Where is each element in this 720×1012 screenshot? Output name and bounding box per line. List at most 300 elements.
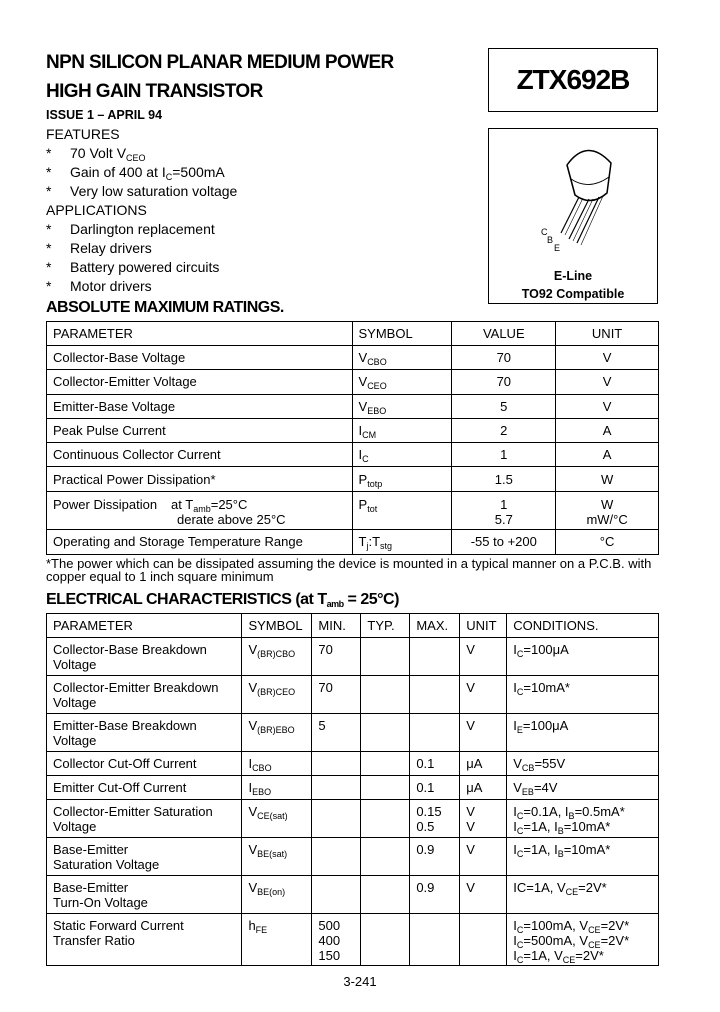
param-line: Base-Emitter bbox=[53, 880, 129, 895]
min-value: 400 bbox=[318, 933, 341, 948]
cond-sub: C bbox=[516, 811, 524, 821]
elec-unit-cell bbox=[460, 838, 507, 876]
cond-post: =2V* bbox=[575, 948, 604, 963]
cond-post: =10mA* bbox=[563, 842, 611, 857]
bullet-star: * bbox=[46, 278, 52, 294]
cond-pre: I bbox=[513, 642, 517, 657]
param-line: Transfer Ratio bbox=[53, 933, 135, 948]
cond-sub: EB bbox=[521, 787, 534, 797]
abs-unit-cell: V bbox=[556, 346, 659, 370]
elec-min-cell bbox=[312, 714, 361, 752]
symbol-sub: BE(sat) bbox=[257, 849, 288, 859]
elec-min-cell bbox=[312, 776, 361, 800]
cond-mid: =0.1A, I bbox=[523, 804, 569, 819]
features-label: FEATURES bbox=[46, 126, 120, 142]
symbol-text: I bbox=[248, 756, 253, 771]
bullet-star: * bbox=[46, 183, 52, 199]
cond-sub: C bbox=[516, 955, 524, 965]
condition-line bbox=[513, 918, 652, 933]
abs-value-cell: 5 bbox=[452, 394, 556, 418]
abs-header-cell: VALUE bbox=[452, 322, 556, 346]
elec-heading-pre: ELECTRICAL CHARACTERISTICS (at T bbox=[46, 591, 327, 608]
part-number-box bbox=[488, 48, 658, 112]
abs-symbol-cell bbox=[352, 346, 452, 370]
elec-cond-cell bbox=[507, 638, 659, 676]
unit-value: V bbox=[466, 718, 475, 733]
min-value: 70 bbox=[318, 642, 333, 657]
elec-typ-cell bbox=[361, 676, 410, 714]
abs-symbol-cell bbox=[352, 529, 452, 554]
elec-sym-cell bbox=[242, 752, 312, 776]
cond-sub: E bbox=[516, 725, 523, 735]
elec-cond-cell bbox=[507, 800, 659, 838]
abs-unit-cell: W bbox=[556, 467, 659, 491]
pin-label-c: C bbox=[541, 227, 548, 237]
condition-line bbox=[513, 933, 652, 948]
param-line: Emitter Cut-Off Current bbox=[53, 780, 187, 795]
cond-sub: C bbox=[516, 925, 524, 935]
param-line: Voltage bbox=[53, 695, 97, 710]
condition-line bbox=[513, 642, 652, 657]
abs-param-cell: Collector-Emitter Voltage bbox=[47, 370, 353, 394]
cond-post: =2V* bbox=[600, 933, 630, 948]
elec-sym-cell bbox=[242, 638, 312, 676]
elec-param-cell bbox=[47, 876, 242, 914]
abs-param-cell: Emitter-Base Voltage bbox=[47, 394, 353, 418]
symbol-sub: CBO bbox=[367, 357, 387, 368]
symbol-sub: BE(on) bbox=[257, 887, 286, 897]
cond-post: =10mA* bbox=[563, 819, 611, 834]
min-value: 150 bbox=[318, 948, 341, 963]
param-line: Base-Emitter bbox=[53, 842, 129, 857]
symbol-sub: tot bbox=[367, 503, 378, 514]
elec-cond-cell bbox=[507, 838, 659, 876]
abs-symbol-cell bbox=[352, 443, 452, 467]
elec-row bbox=[47, 914, 659, 966]
abs-max-table bbox=[46, 321, 659, 555]
symbol-sub: FE bbox=[255, 925, 268, 935]
elec-header-cell: PARAMETER bbox=[47, 614, 242, 638]
package-caption-line-2: TO92 Compatible bbox=[521, 287, 625, 301]
param-line: Voltage bbox=[53, 819, 97, 834]
elec-max-cell bbox=[410, 838, 460, 876]
cond-sub: CB bbox=[521, 763, 535, 773]
bullet-star: * bbox=[46, 240, 52, 256]
part-number: ZTX692B bbox=[516, 64, 630, 95]
cond-mid: =100mA, V bbox=[523, 918, 589, 933]
feature-text: Gain of 400 at I bbox=[70, 164, 166, 180]
elec-cond-cell bbox=[507, 676, 659, 714]
cond-pre: I bbox=[513, 680, 517, 695]
elec-unit-cell bbox=[460, 752, 507, 776]
elec-min-cell bbox=[312, 638, 361, 676]
elec-cond-cell bbox=[507, 914, 659, 966]
pin-label-b: B bbox=[547, 235, 554, 245]
elec-param-cell bbox=[47, 800, 242, 838]
condition-line bbox=[513, 819, 652, 834]
elec-sym-cell bbox=[242, 676, 312, 714]
symbol-text: V bbox=[248, 880, 258, 895]
abs-header-cell: UNIT bbox=[556, 322, 659, 346]
cond-pre: IC=1A, V bbox=[513, 880, 566, 895]
cond-mid: =500mA, V bbox=[523, 933, 589, 948]
cond-sub2: B bbox=[557, 826, 564, 836]
condition-line bbox=[513, 842, 652, 857]
cond-pre: I bbox=[513, 819, 517, 834]
abs-value-cell: 70 bbox=[452, 346, 556, 370]
application-text: Battery powered circuits bbox=[70, 259, 220, 275]
feature-item bbox=[46, 183, 237, 199]
elec-typ-cell bbox=[361, 838, 410, 876]
pin-label-e: E bbox=[554, 243, 561, 253]
symbol-text: V bbox=[248, 804, 258, 819]
elec-typ-cell bbox=[361, 638, 410, 676]
symbol-text: V bbox=[358, 374, 368, 390]
cond-sub: CE bbox=[565, 887, 579, 897]
unit-value: V bbox=[466, 642, 475, 657]
cond-pre: V bbox=[513, 756, 522, 771]
condition-line bbox=[513, 880, 652, 895]
abs-param-cell: Collector-Base Voltage bbox=[47, 346, 353, 370]
temp-sym-1: T bbox=[358, 534, 367, 550]
elec-max-cell bbox=[410, 800, 460, 838]
elec-max-cell bbox=[410, 876, 460, 914]
condition-line bbox=[513, 804, 652, 819]
elec-unit-cell bbox=[460, 638, 507, 676]
elec-param-cell bbox=[47, 676, 242, 714]
elec-cond-cell bbox=[507, 752, 659, 776]
symbol-sub: CBO bbox=[252, 763, 272, 773]
power-value-1: 1 bbox=[500, 496, 508, 512]
temp-sub-1: j bbox=[366, 541, 369, 552]
symbol-text: I bbox=[358, 447, 363, 463]
elec-max-cell bbox=[410, 752, 460, 776]
abs-param-cell: Peak Pulse Current bbox=[47, 418, 353, 442]
cond-pre: V bbox=[513, 780, 522, 795]
symbol-sub: EBO bbox=[252, 787, 272, 797]
elec-sym-cell bbox=[242, 776, 312, 800]
abs-param-cell bbox=[47, 491, 353, 529]
elec-max-cell bbox=[410, 776, 460, 800]
abs-header-cell: PARAMETER bbox=[47, 322, 353, 346]
symbol-sub: (BR)CEO bbox=[257, 687, 296, 697]
symbol-text: h bbox=[248, 918, 256, 933]
elec-heading-post: = 25°C) bbox=[343, 591, 399, 608]
symbol-sub: EBO bbox=[367, 405, 387, 416]
elec-param-cell bbox=[47, 914, 242, 966]
cond-sub: C bbox=[516, 940, 524, 950]
elec-sym-cell bbox=[242, 800, 312, 838]
symbol-text: V bbox=[358, 350, 368, 366]
unit-value: V bbox=[466, 680, 475, 695]
min-value: 5 bbox=[318, 718, 326, 733]
cond-mid: =55V bbox=[534, 756, 566, 771]
cond-pre: I bbox=[513, 842, 517, 857]
elec-sym-cell bbox=[242, 714, 312, 752]
cond-sub: C bbox=[516, 849, 524, 859]
min-value: 500 bbox=[318, 918, 341, 933]
application-text: Darlington replacement bbox=[70, 221, 215, 237]
abs-row bbox=[47, 467, 659, 491]
elec-min-cell bbox=[312, 914, 361, 966]
elec-unit-cell bbox=[460, 876, 507, 914]
symbol-text: V bbox=[248, 842, 258, 857]
symbol-sub: (BR)EBO bbox=[257, 725, 295, 735]
param-line: Collector-Emitter Breakdown bbox=[53, 680, 219, 695]
unit-value: V bbox=[466, 842, 475, 857]
elec-typ-cell bbox=[361, 800, 410, 838]
elec-unit-cell bbox=[460, 676, 507, 714]
elec-cond-cell bbox=[507, 714, 659, 752]
param-line: Turn-On Voltage bbox=[53, 895, 148, 910]
abs-row bbox=[47, 370, 659, 394]
elec-typ-cell bbox=[361, 776, 410, 800]
elec-row bbox=[47, 776, 659, 800]
param-line: Voltage bbox=[53, 733, 97, 748]
symbol-sub: CEO bbox=[367, 381, 387, 392]
param-line: Static Forward Current bbox=[53, 918, 184, 933]
abs-unit-cell bbox=[556, 491, 659, 529]
elec-row bbox=[47, 676, 659, 714]
abs-unit-cell: V bbox=[556, 370, 659, 394]
issue-line: ISSUE 1 – APRIL 94 bbox=[46, 108, 163, 122]
elec-header-cell: MIN. bbox=[312, 614, 361, 638]
temp-sub-2: stg bbox=[380, 541, 393, 552]
cond-mid: =1A, I bbox=[523, 819, 558, 834]
abs-value-cell bbox=[452, 491, 556, 529]
elec-header-cell: MAX. bbox=[410, 614, 460, 638]
symbol-text: V bbox=[358, 398, 368, 414]
param-line: Collector-Emitter Saturation bbox=[53, 804, 213, 819]
cond-pre: I bbox=[513, 804, 517, 819]
abs-max-footnote: *The power which can be dissipated assuming the device is mounted in a typical manner on a P.C.B. with copper equal to 1 inch square minimum bbox=[46, 556, 652, 584]
cond-sub2: CE bbox=[588, 940, 601, 950]
cond-sub: C bbox=[516, 649, 524, 659]
title-line-2: HIGH GAIN TRANSISTOR bbox=[46, 81, 263, 102]
power-unit-1: W bbox=[600, 496, 614, 512]
cond-mid: =1A, I bbox=[523, 842, 558, 857]
application-item bbox=[46, 259, 219, 275]
condition-line bbox=[513, 780, 652, 795]
package-box bbox=[488, 128, 658, 304]
cond-mid: =4V bbox=[533, 780, 558, 795]
package-caption-line-1: E-Line bbox=[553, 269, 593, 283]
elec-param-cell bbox=[47, 714, 242, 752]
bullet-star: * bbox=[46, 145, 52, 161]
application-item bbox=[46, 221, 215, 237]
abs-unit-cell: °C bbox=[556, 529, 659, 554]
abs-param-cell: Operating and Storage Temperature Range bbox=[47, 529, 353, 554]
abs-symbol-cell bbox=[352, 370, 452, 394]
min-value: 70 bbox=[318, 680, 333, 695]
cond-sub2: B bbox=[568, 811, 575, 821]
abs-unit-cell: A bbox=[556, 418, 659, 442]
abs-unit-cell: A bbox=[556, 443, 659, 467]
max-value: 0.1 bbox=[416, 756, 435, 771]
elec-typ-cell bbox=[361, 876, 410, 914]
abs-value-cell: 1 bbox=[452, 443, 556, 467]
cond-mid: =100μA bbox=[522, 718, 569, 733]
feature-item bbox=[46, 164, 225, 180]
condition-line bbox=[513, 948, 652, 963]
power-unit-2: mW/°C bbox=[586, 511, 628, 527]
power-value-2: 5.7 bbox=[494, 511, 513, 527]
feature-sub: C bbox=[165, 172, 173, 182]
symbol-text: V bbox=[248, 642, 258, 657]
abs-header-row bbox=[47, 322, 659, 346]
elec-heading bbox=[46, 591, 399, 609]
abs-row bbox=[47, 443, 659, 467]
unit-value: V bbox=[466, 804, 475, 819]
symbol-text: P bbox=[358, 471, 368, 487]
symbol-sub: totp bbox=[367, 478, 383, 489]
cond-sub2: CE bbox=[562, 955, 576, 965]
abs-param-cell: Practical Power Dissipation* bbox=[47, 467, 353, 491]
elec-unit-cell bbox=[460, 914, 507, 966]
abs-row bbox=[47, 394, 659, 418]
condition-line bbox=[513, 718, 652, 733]
elec-unit-cell bbox=[460, 714, 507, 752]
feature-text-post: =500mA bbox=[172, 164, 225, 180]
abs-symbol-cell bbox=[352, 394, 452, 418]
abs-value-cell: -55 to +200 bbox=[452, 529, 556, 554]
feature-text: Very low saturation voltage bbox=[70, 183, 238, 199]
application-item bbox=[46, 240, 152, 256]
max-value: 0.1 bbox=[416, 780, 435, 795]
max-value: 0.9 bbox=[416, 880, 435, 895]
elec-max-cell bbox=[410, 914, 460, 966]
abs-symbol-cell bbox=[352, 418, 452, 442]
elec-unit-cell bbox=[460, 776, 507, 800]
cond-mid: =10mA* bbox=[523, 680, 570, 695]
param-line: Saturation Voltage bbox=[53, 857, 160, 872]
abs-max-heading: ABSOLUTE MAXIMUM RATINGS. bbox=[46, 299, 284, 316]
symbol-sub: CE(sat) bbox=[257, 811, 288, 821]
elec-param-cell bbox=[47, 752, 242, 776]
elec-min-cell bbox=[312, 752, 361, 776]
application-item bbox=[46, 278, 152, 294]
max-value: 0.5 bbox=[416, 819, 435, 834]
page-number: 3-241 bbox=[343, 974, 377, 989]
unit-value: V bbox=[466, 819, 475, 834]
condition-line bbox=[513, 680, 652, 695]
elec-param-cell bbox=[47, 776, 242, 800]
elec-typ-cell bbox=[361, 914, 410, 966]
elec-row bbox=[47, 638, 659, 676]
elec-max-cell bbox=[410, 676, 460, 714]
elec-sym-cell bbox=[242, 914, 312, 966]
elec-min-cell bbox=[312, 876, 361, 914]
elec-min-cell bbox=[312, 800, 361, 838]
elec-header-cell: UNIT bbox=[460, 614, 507, 638]
param-line: Collector-Base Breakdown bbox=[53, 642, 207, 657]
elec-param-cell bbox=[47, 838, 242, 876]
elec-header-cell: TYP. bbox=[361, 614, 410, 638]
abs-row-power bbox=[47, 491, 659, 529]
condition-line bbox=[513, 756, 652, 771]
power-cond-sub: amb bbox=[193, 503, 211, 514]
symbol-sub: C bbox=[362, 454, 369, 465]
max-value: 0.9 bbox=[416, 842, 435, 857]
cond-post: =0.5mA* bbox=[574, 804, 625, 819]
power-derate: derate above 25°C bbox=[177, 511, 286, 527]
feature-sub: CEO bbox=[126, 153, 146, 163]
elec-row bbox=[47, 714, 659, 752]
application-text: Relay drivers bbox=[70, 240, 152, 256]
title-line-1: NPN SILICON PLANAR MEDIUM POWER bbox=[46, 52, 394, 73]
cond-sub: C bbox=[516, 826, 524, 836]
symbol-sub: (BR)CBO bbox=[257, 649, 296, 659]
elec-min-cell bbox=[312, 838, 361, 876]
elec-param-cell bbox=[47, 638, 242, 676]
cond-post: =2V* bbox=[600, 918, 630, 933]
abs-row bbox=[47, 418, 659, 442]
abs-value-cell: 1.5 bbox=[452, 467, 556, 491]
cond-sub2: B bbox=[557, 849, 564, 859]
applications-label: APPLICATIONS bbox=[46, 202, 147, 218]
abs-header-cell: SYMBOL bbox=[352, 322, 452, 346]
cond-pre: I bbox=[513, 718, 517, 733]
elec-header-row bbox=[47, 614, 659, 638]
symbol-text: V bbox=[248, 718, 258, 733]
abs-value-cell: 70 bbox=[452, 370, 556, 394]
symbol-text: I bbox=[248, 780, 253, 795]
symbol-text: V bbox=[248, 680, 258, 695]
power-cond-post: =25°C bbox=[210, 496, 248, 512]
param-line: Collector Cut-Off Current bbox=[53, 756, 197, 771]
elec-max-cell bbox=[410, 638, 460, 676]
power-param-line bbox=[53, 497, 346, 512]
elec-cond-cell bbox=[507, 776, 659, 800]
param-line: Emitter-Base Breakdown bbox=[53, 718, 197, 733]
symbol-text: I bbox=[358, 423, 363, 439]
elec-unit-cell bbox=[460, 800, 507, 838]
elec-row bbox=[47, 752, 659, 776]
elec-char-table bbox=[46, 613, 659, 966]
elec-heading-sub: amb bbox=[326, 599, 344, 609]
elec-sym-cell bbox=[242, 838, 312, 876]
feature-item bbox=[46, 145, 146, 161]
elec-header-cell: CONDITIONS. bbox=[507, 614, 659, 638]
feature-text: 70 Volt V bbox=[70, 145, 127, 161]
cond-sub2: CE bbox=[588, 925, 601, 935]
cond-sub: C bbox=[516, 687, 524, 697]
abs-row-temp bbox=[47, 529, 659, 554]
abs-symbol-cell bbox=[352, 467, 452, 491]
max-value: 0.15 bbox=[416, 804, 442, 819]
elec-max-cell bbox=[410, 714, 460, 752]
cond-mid: =100μA bbox=[523, 642, 569, 657]
elec-row bbox=[47, 800, 659, 838]
cond-mid: =2V* bbox=[578, 880, 607, 895]
abs-row bbox=[47, 346, 659, 370]
elec-typ-cell bbox=[361, 752, 410, 776]
power-param-name: Power Dissipation bbox=[53, 496, 158, 512]
unit-value: V bbox=[466, 880, 475, 895]
param-line: Voltage bbox=[53, 657, 97, 672]
elec-header-cell: SYMBOL bbox=[242, 614, 312, 638]
unit-value: μA bbox=[466, 780, 483, 795]
bullet-star: * bbox=[46, 259, 52, 275]
symbol-text: P bbox=[358, 496, 368, 512]
transistor-package-icon bbox=[489, 129, 657, 259]
cond-pre: I bbox=[513, 948, 517, 963]
elec-min-cell bbox=[312, 676, 361, 714]
bullet-star: * bbox=[46, 221, 52, 237]
unit-value: μA bbox=[466, 756, 483, 771]
power-cond: at T bbox=[171, 496, 194, 512]
temp-sep: :T bbox=[368, 534, 381, 550]
